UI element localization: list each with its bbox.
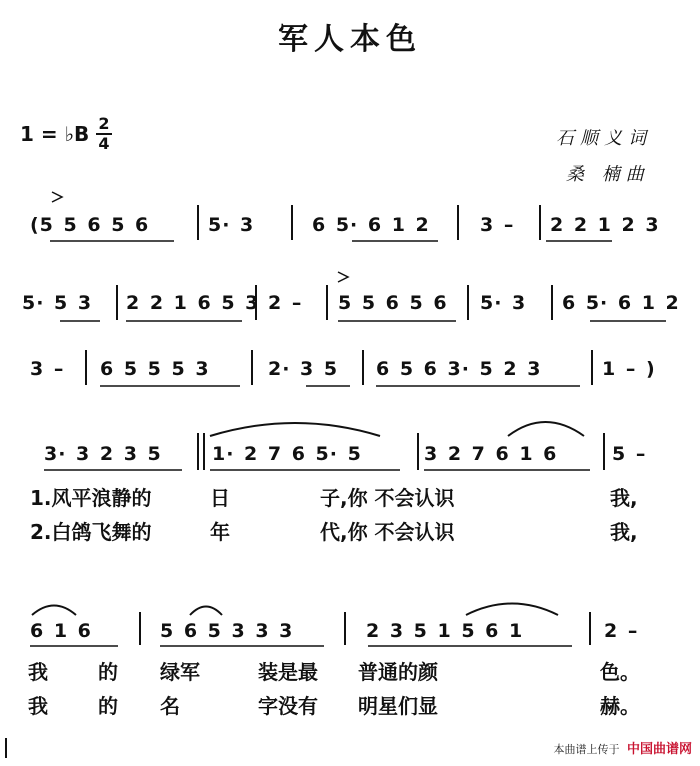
lyric-cell: 色。 — [600, 660, 640, 684]
upload-text: 本曲谱上传于 — [553, 743, 620, 756]
lyric-cell: 我 — [28, 694, 48, 718]
lyric-cell: 年 — [210, 520, 230, 544]
bar: 5· 3 — [208, 214, 255, 236]
bar: 3 2 7 6 1 6 — [424, 443, 558, 465]
lyric-cell: 日 — [210, 486, 230, 510]
bar: 6 5· 6 1 2 — [312, 214, 430, 236]
bar: 5 6 5 3 3 3 — [160, 620, 294, 642]
song-title: 军人本色 — [278, 22, 422, 57]
bar: 2 2 1 6 5 3 — [126, 292, 260, 314]
lyric-cell: 子,你 不会认识 — [320, 486, 455, 510]
lyric-cell: 赫。 — [600, 694, 640, 718]
lyric-cell: 的 — [98, 694, 118, 718]
bar: 3 – — [30, 358, 65, 380]
composer-credit: 桑 楠曲 — [566, 164, 650, 185]
bar: (5 5 6 5 6 — [30, 214, 150, 236]
lyric-cell: 名 — [160, 694, 180, 718]
lyricist-credit: 石顺义词 — [556, 128, 652, 149]
bar: 3 – — [480, 214, 515, 236]
lyric-cell: 我, — [610, 486, 638, 510]
bar: 2 – — [604, 620, 639, 642]
bar: 2 3 5 1 5 6 1 — [366, 620, 524, 642]
bar: 6 5 5 5 3 — [100, 358, 210, 380]
lyric-cell: 普通的颜 — [358, 660, 438, 684]
time-numerator: 2 — [98, 114, 110, 133]
bar: 6 1 6 — [30, 620, 92, 642]
site-logo[interactable]: 中国曲谱网 — [626, 742, 692, 757]
bar: 6 5· 6 1 2 — [562, 292, 680, 314]
upload-note — [553, 738, 692, 757]
bar: 5· 3 — [480, 292, 527, 314]
lyric-cell: 绿军 — [160, 660, 200, 684]
bar: 2 2 1 2 3 — [550, 214, 660, 236]
bar: 2· 3 5 — [268, 358, 339, 380]
lyric-cell: 代,你 不会认识 — [320, 520, 455, 544]
bar: 3· 3 2 3 5 — [44, 443, 162, 465]
key-signature: 1 = ♭B — [20, 122, 90, 146]
lyric-cell: 1.风平浪静的 — [30, 486, 152, 510]
time-denominator: 4 — [98, 134, 110, 153]
lyric-cell: 2.白鸽飞舞的 — [30, 520, 152, 544]
lyric-cell: 明星们显 — [358, 694, 438, 718]
lyric-cell: 装是最 — [258, 660, 318, 684]
bar: 5 5 6 5 6 — [338, 292, 448, 314]
lyric-cell: 字没有 — [258, 694, 318, 718]
lyric-cell: 我 — [28, 660, 48, 684]
bar: 1· 2 7 6 5· 5 — [212, 443, 362, 465]
bar: 2 – — [268, 292, 303, 314]
lyric-cell: 我, — [610, 520, 638, 544]
bar: 1 – ) — [602, 358, 656, 380]
bar: 6 5 6 3· 5 2 3 — [376, 358, 542, 380]
bar: 5· 5 3 — [22, 292, 93, 314]
bar: 5 – — [612, 443, 647, 465]
lyric-cell: 的 — [98, 660, 118, 684]
